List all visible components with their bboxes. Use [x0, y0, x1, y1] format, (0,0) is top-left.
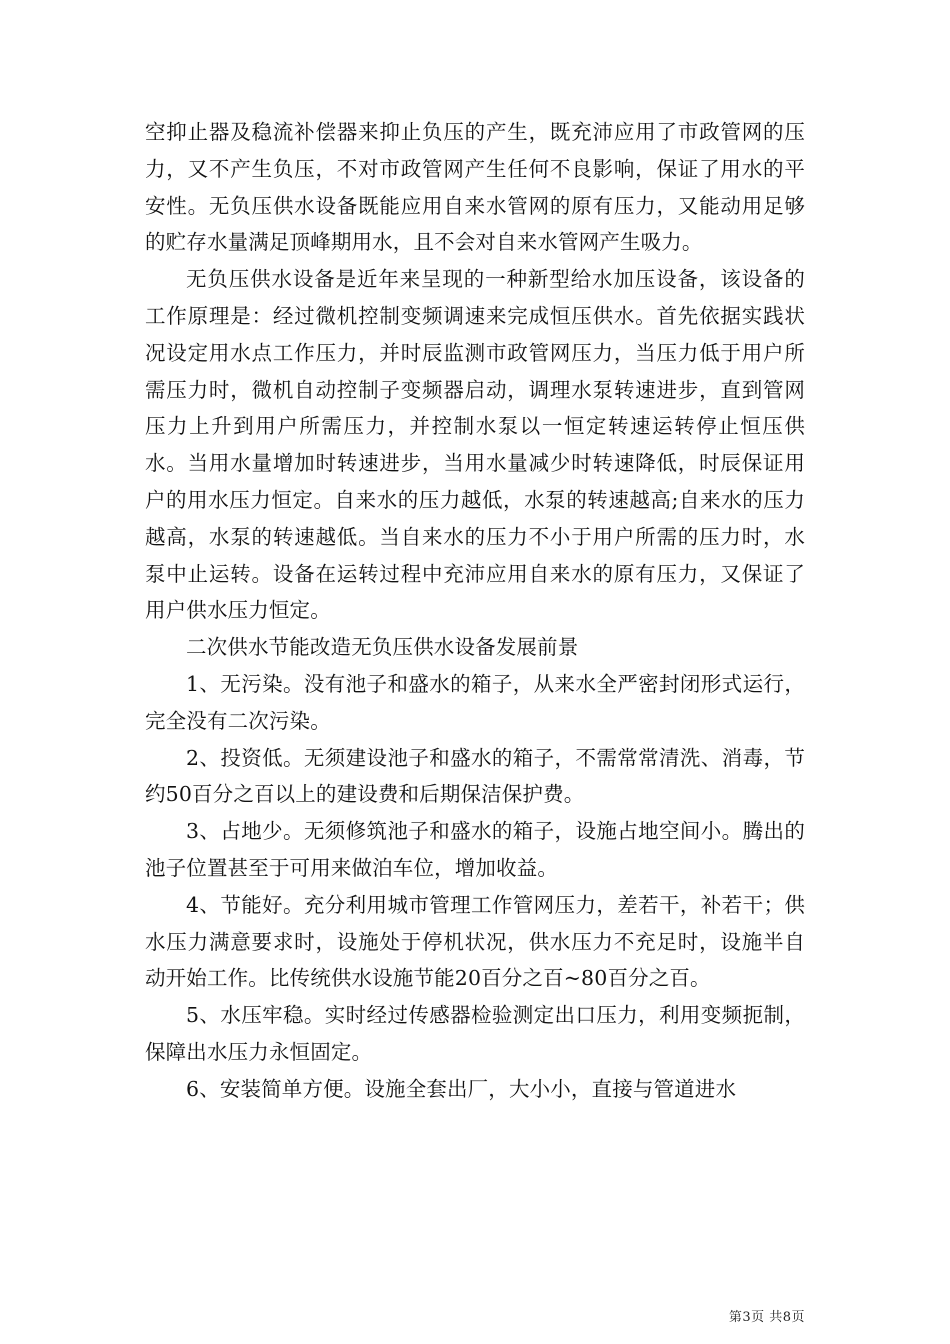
list-item-no-pollution: 1、无污染。没有池子和盛水的箱子，从来水全严密封闭形式运行，完全没有二次污染。 — [145, 671, 805, 733]
page-number-footer: 第3页 共8页 — [728, 1310, 805, 1325]
paragraph-continuation: 空抑止器及稳流补偿器来抑止负压的产生，既充沛应用了市政管网的压力，又不产生负压，不对市政管网产生任何不良影响，保证了用水的平安性。无负压供水设备既能应用自来水管网的原有压力，又能动用足够的贮存水量满足顶峰期用水，且不会对自来水管网产生吸力。 — [145, 120, 805, 255]
document-body — [145, 114, 805, 1108]
section-heading-prospects: 二次供水节能改造无负压供水设备发展前景 — [186, 635, 579, 660]
list-item-energy-saving: 4、节能好。充分利用城市管理工作管网压力，差若干，补若干；供水压力满意要求时，设施处于停机状况，供水压力不充足时，设施半自动开始工作。比传统供水设施节能20百分之百~80百分之百。 — [145, 892, 805, 991]
list-item-easy-installation: 6、安装简单方便。设施全套出厂，大小小，直接与管道进水 — [186, 1076, 737, 1101]
paragraph-working-principle: 无负压供水设备是近年来呈现的一种新型给水加压设备，该设备的工作原理是：经过微机控制变频调速来完成恒压供水。首先依据实践状况设定用水点工作压力，并时辰监测市政管网压力，当压力低于用户所需压力时，微机自动控制子变频器启动，调理水泵转速进步，直到管网压力上升到用户所需压力，并控制水泵以一恒定转速运转停止恒压供水。当用水量增加时转速进步，当用水量减少时转速降低，时辰保证用户的用水压力恒定。自来水的压力越低，水泵的转速越高;自来水的压力越高，水泵的转速越低。当自来水的压力不小于用户所需的压力时，水泵中止运转。设备在运转过程中充沛应用自来水的原有压力，又保证了用户供水压力恒定。 — [145, 267, 805, 623]
list-item-small-footprint: 3、占地少。无须修筑池子和盛水的箱子，设施占地空间小。腾出的池子位置甚至于可用来做泊车位，增加收益。 — [145, 819, 805, 880]
list-item-stable-pressure: 5、水压牢稳。实时经过传感器检验测定出口压力，利用变频扼制，保障出水压力永恒固定。 — [145, 1003, 805, 1064]
list-item-low-investment: 2、投资低。无须建设池子和盛水的箱子，不需常常清洗、消毒，节约50百分之百以上的建设费和后期保洁保护费。 — [145, 745, 805, 807]
